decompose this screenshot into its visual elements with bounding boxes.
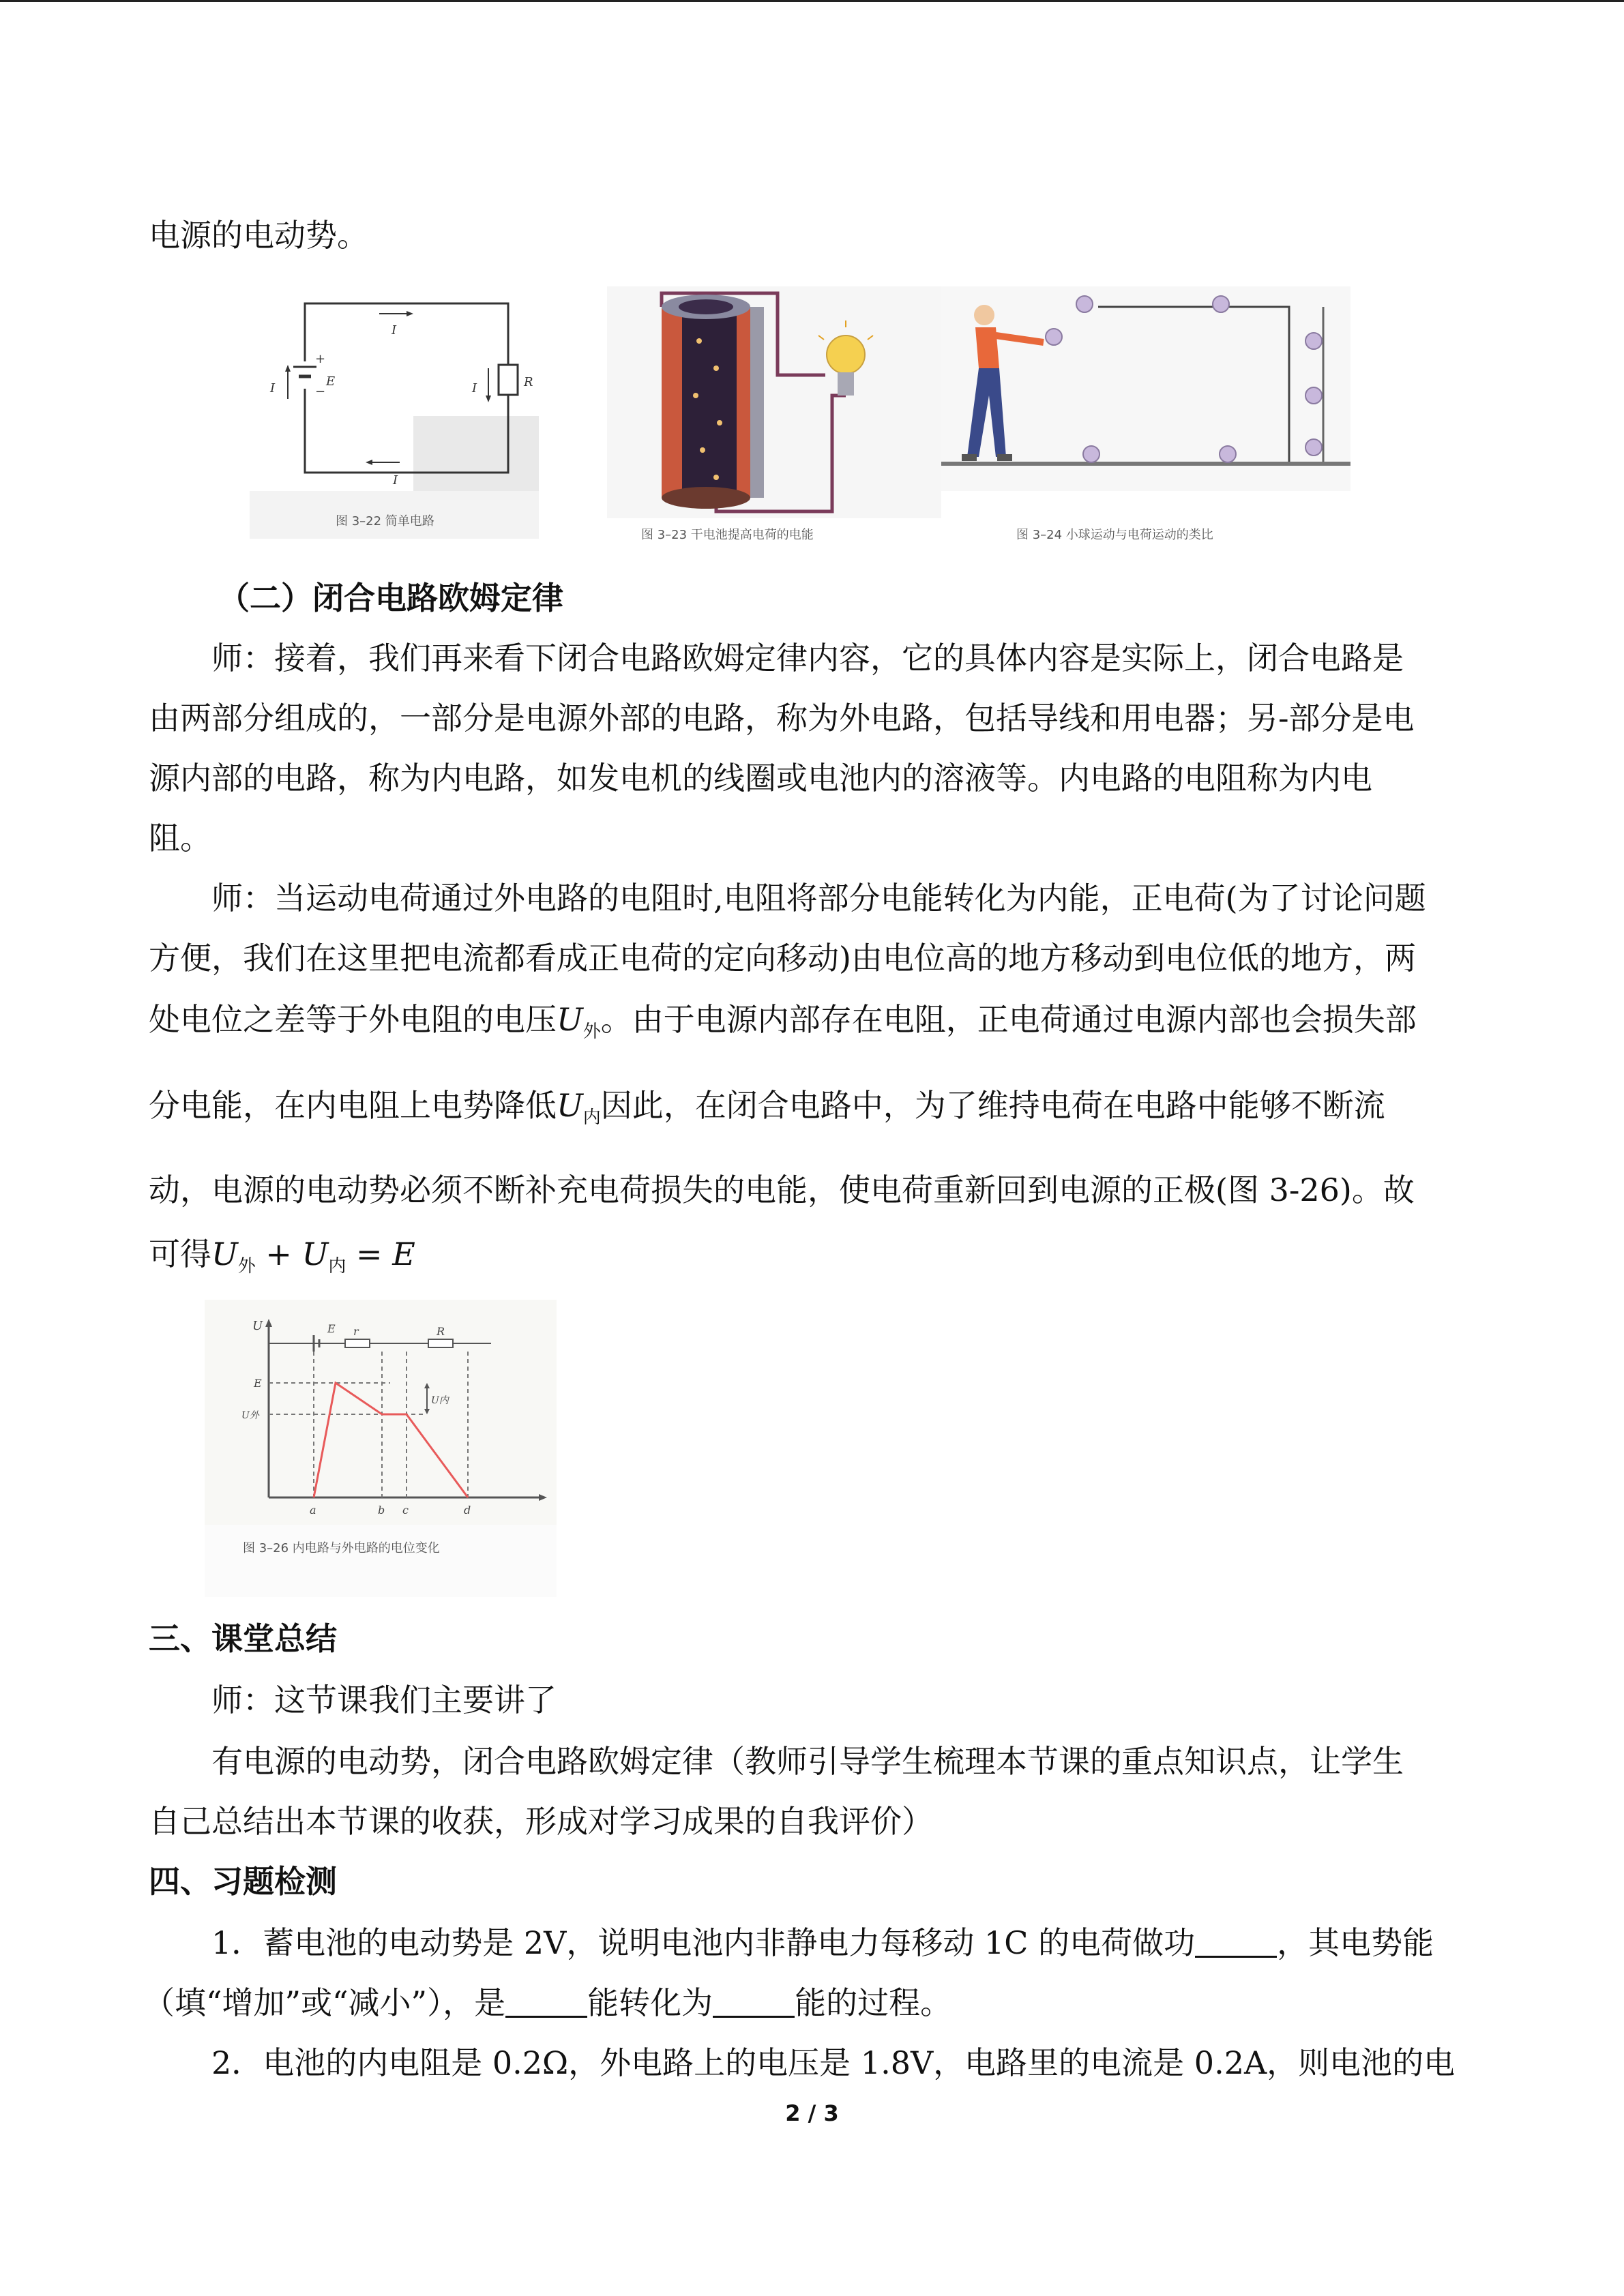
math-U-inner: $U_内$ [557,1087,601,1128]
label-I: I [392,323,397,338]
figure-caption: 图 3–26 内电路与外电路的电位变化 [243,1541,440,1555]
label-a: a [310,1504,316,1517]
text-segment: 。由于电源内部存在电阻，正电荷通过电源内部也会损失部 [600,1001,1417,1038]
label-I: I [393,473,398,488]
answer-blank[interactable] [1195,1928,1277,1958]
label-R: R [437,1325,445,1338]
text-line: 动，电源的电动势必须不断补充电荷损失的电能，使电荷重新回到电源的正极(图 3-26)。故 [149,1172,1415,1208]
label-R: R [524,375,533,389]
text-line: 有电源的电动势，闭合电路欧姆定律（教师引导学生梳理本节课的重点知识点，让学生 [211,1743,1404,1780]
figure-ball-analogy [941,286,1350,546]
figure-potential-diagram [205,1300,557,1597]
label-plus: + [315,352,326,366]
text-segment: ，其电势能 [1277,1924,1434,1961]
label-r: r [353,1325,359,1338]
equation: $U_外 + U_内 = E$ [211,1236,415,1277]
text-line: 阻。 [149,820,211,856]
text-line: 电源的电动势。 [149,217,368,254]
text-line: 方便，我们在这里把电流都看成正电荷的定向移动)由电位高的地方移动到电位低的地方，两 [149,940,1416,976]
answer-blank[interactable] [713,1988,795,2018]
text-segment: 因此，在闭合电路中，为了维持电荷在电路中能够不断流 [600,1087,1385,1124]
axis-label-U: U [252,1319,263,1333]
top-border [0,0,1624,2]
text-segment: 可得 [149,1236,211,1272]
text-line: 师：接着，我们再来看下闭合电路欧姆定律内容，它的具体内容是实际上，闭合电路是 [211,640,1404,676]
section-title: （二）闭合电路欧姆定律 [218,580,563,616]
question-line: 2．电池的内电阻是 0.2Ω，外电路上的电压是 1.8V，电路里的电流是 0.2A，则电池的电 [211,2044,1456,2081]
text-line: 师：当运动电荷通过外电路的电阻时,电阻将部分电能转化为内能，正电荷(为了讨论问题 [211,880,1426,916]
answer-blank[interactable] [505,1988,587,2018]
text-line: 源内部的电路，称为内电路，如发电机的线圈或电池内的溶液等。内电路的电阻称为内电 [149,760,1372,796]
question-line [211,1922,1434,1964]
figure-caption: 图 3–23 干电池提高电荷的电能 [641,528,814,542]
figure-dry-cell [607,286,941,546]
text-segment: （填“增加”或“减小”），是 [143,1984,506,2021]
section-title: 四、习题检测 [149,1863,337,1900]
figure-simple-circuit [250,286,539,539]
label-E: E [326,374,336,389]
section-title: 三、课堂总结 [149,1620,337,1657]
text-segment: 1．蓄电池的电动势是 2V，说明电池内非静电力每移动 1C 的电荷做功 [211,1924,1196,1961]
text-line: 师：这节课我们主要讲了 [211,1682,557,1718]
question-line [143,1982,951,2024]
label-c: c [402,1504,409,1517]
math-U-outer: $U_外$ [557,1001,601,1042]
label-E: E [254,1377,262,1390]
figure-caption: 图 3–24 小球运动与电荷运动的类比 [1016,528,1213,542]
page-number: 2 / 3 [785,2100,839,2126]
figure-caption: 图 3–22 简单电路 [336,514,434,528]
label-U-inner: U内 [431,1395,449,1406]
text-line [149,1084,1385,1139]
text-segment: 分电能，在内电阻上电势降低 [149,1087,557,1124]
text-line [149,1233,415,1287]
text-line: 自己总结出本节课的收获，形成对学习成果的自我评价） [149,1803,933,1840]
label-I: I [270,381,276,396]
label-minus: − [315,385,326,399]
text-segment: 能转化为 [587,1984,713,2021]
label-I: I [472,381,477,396]
label-b: b [378,1504,385,1517]
label-U-outer: U外 [241,1410,259,1421]
label-d: d [464,1504,471,1517]
text-line: 由两部分组成的，一部分是电源外部的电路，称为外电路，包括导线和用电器；另-部分是电 [149,700,1415,736]
label-E: E [327,1322,336,1335]
text-line [149,998,1417,1053]
text-segment: 处电位之差等于外电阻的电压 [149,1001,557,1038]
text-segment: 能的过程。 [795,1984,952,2021]
